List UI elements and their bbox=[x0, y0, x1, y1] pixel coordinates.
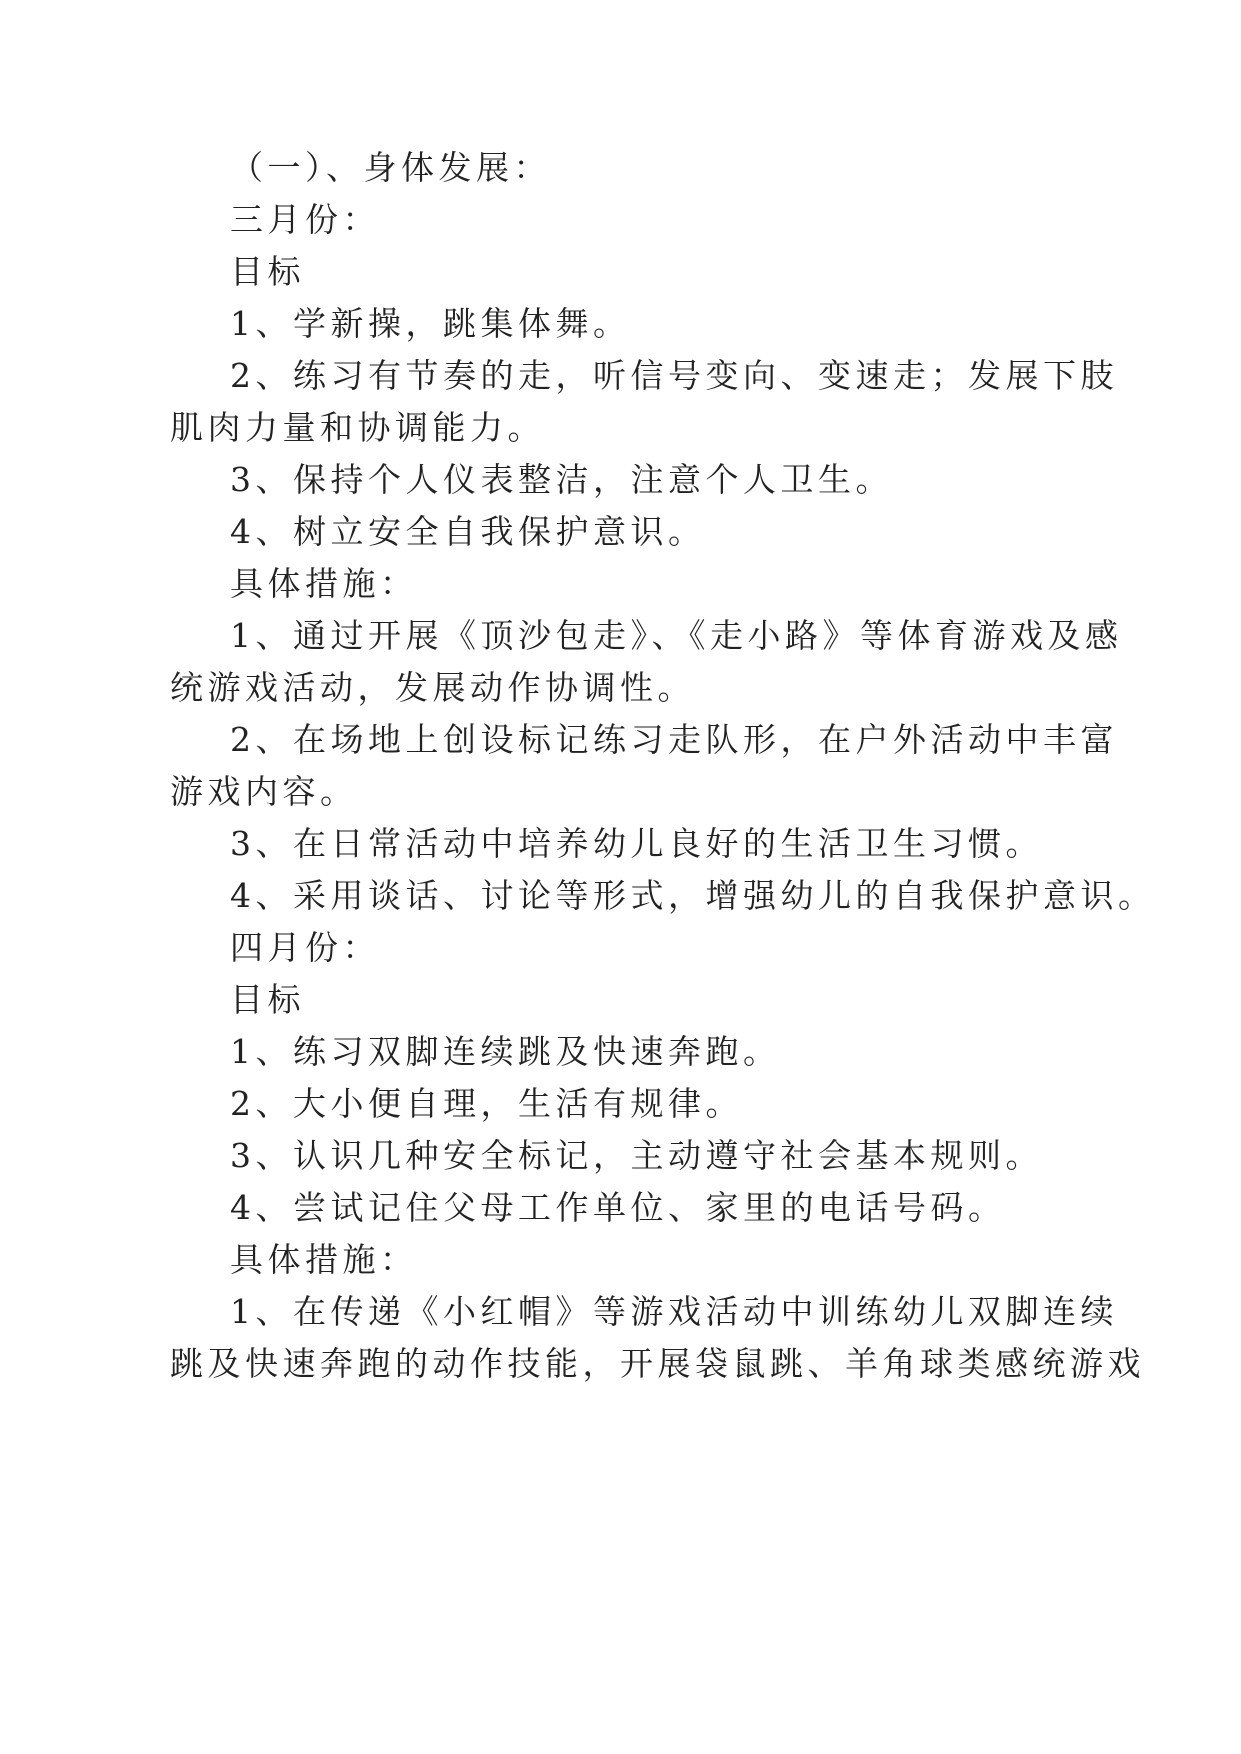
measure-item-continuation: 统游戏活动，发展动作协调性。 bbox=[170, 668, 695, 707]
measure-item: 1、通过开展《顶沙包走》、《走小路》等体育游戏及感 bbox=[230, 616, 1123, 655]
month-heading-march: 三月份： bbox=[230, 200, 380, 239]
goal-item: 2、练习有节奏的走，听信号变向、变速走；发展下肢 bbox=[230, 356, 1118, 395]
goal-item-continuation: 肌肉力量和协调能力。 bbox=[170, 408, 545, 447]
measures-label-march: 具体措施： bbox=[230, 564, 418, 603]
goal-item: 4、尝试记住父母工作单位、家里的电话号码。 bbox=[230, 1188, 1006, 1227]
measure-item-continuation: 游戏内容。 bbox=[170, 772, 358, 811]
goal-item: 3、保持个人仪表整洁，注意个人卫生。 bbox=[230, 460, 893, 499]
goals-label-april: 目标 bbox=[230, 980, 305, 1019]
goal-item: 2、大小便自理，生活有规律。 bbox=[230, 1084, 743, 1123]
month-heading-april: 四月份： bbox=[230, 928, 380, 967]
measure-item: 4、采用谈话、讨论等形式，增强幼儿的自我保护意识。 bbox=[230, 876, 1156, 915]
measure-item: 1、在传递《小红帽》等游戏活动中训练幼儿双脚连续 bbox=[230, 1292, 1118, 1331]
goal-item: 1、学新操，跳集体舞。 bbox=[230, 304, 631, 343]
measure-item: 3、在日常活动中培养幼儿良好的生活卫生习惯。 bbox=[230, 824, 1043, 863]
section-heading: （一）、身体发展： bbox=[230, 148, 551, 187]
measures-label-april: 具体措施： bbox=[230, 1240, 418, 1279]
goal-item: 3、认识几种安全标记，主动遵守社会基本规则。 bbox=[230, 1136, 1043, 1175]
measure-item: 2、在场地上创设标记练习走队形，在户外活动中丰富 bbox=[230, 720, 1118, 759]
goal-item: 4、树立安全自我保护意识。 bbox=[230, 512, 706, 551]
goals-label-march: 目标 bbox=[230, 252, 305, 291]
goal-item: 1、练习双脚连续跳及快速奔跑。 bbox=[230, 1032, 781, 1071]
measure-item-continuation: 跳及快速奔跑的动作技能，开展袋鼠跳、羊角球类感统游戏 bbox=[170, 1344, 1145, 1383]
